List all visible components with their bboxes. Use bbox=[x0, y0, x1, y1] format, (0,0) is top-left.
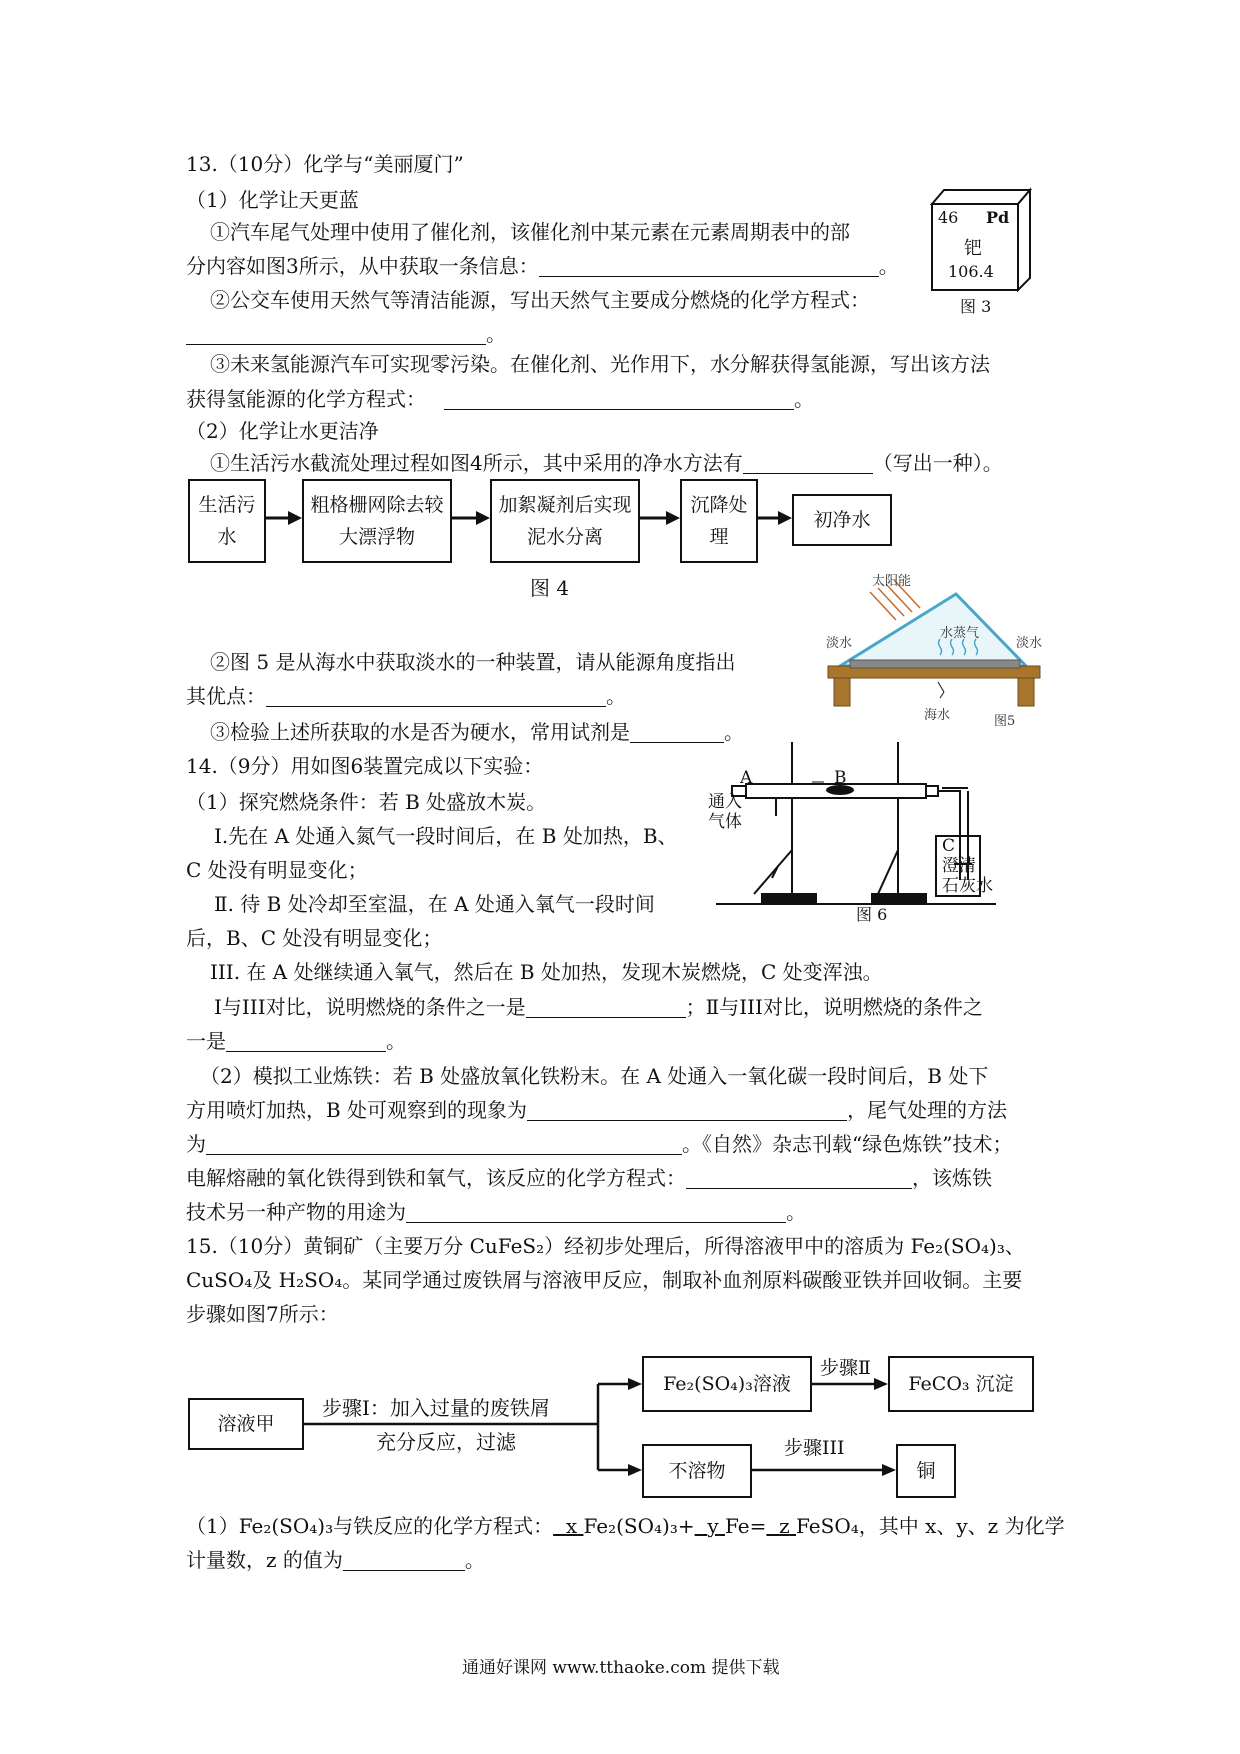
q14-compare-line1: Ⅰ与III对比，说明燃烧的条件之一是 ；Ⅱ与III对比，说明燃烧的条件之 bbox=[214, 995, 983, 1019]
figure-5 bbox=[820, 570, 1050, 730]
flow-arrows-7 bbox=[0, 1340, 1240, 1520]
step2-label: 步骤Ⅱ bbox=[820, 1357, 871, 1379]
answer-blank[interactable] bbox=[527, 1098, 847, 1121]
q15-sub1-line2: 计量数，z 的值为 。 bbox=[186, 1548, 485, 1572]
answer-blank[interactable] bbox=[206, 1132, 682, 1155]
element-name: 钯 bbox=[964, 238, 982, 259]
flow-box-feco3-precipitate: FeCO₃ 沉淀 bbox=[888, 1356, 1034, 1412]
q13-part1-heading: （1）化学让天更蓝 bbox=[186, 188, 359, 212]
answer-blank[interactable] bbox=[343, 1548, 465, 1571]
flow-box-primary-water: 初净水 bbox=[792, 494, 892, 546]
q14-step2-line1: Ⅱ. 待 B 处冷却至室温，在 A 处通入氧气一段时间 bbox=[214, 892, 655, 916]
q15-line1: 15.（10分）黄铜矿（主要万分 CuFeS₂）经初步处理后，所得溶液甲中的溶质为 Fe₂(SO₄)₃、 bbox=[186, 1234, 1025, 1258]
q13-3-line1: ③未来氢能源汽车可实现零污染。在催化剂、光作用下，水分解获得氢能源，写出该方法 bbox=[210, 352, 990, 376]
figure-3-caption: 图 3 bbox=[960, 297, 992, 316]
q14-part2-line3: 为 。《自然》杂志刊载“绿色炼铁”技术； bbox=[186, 1132, 1013, 1156]
q13-part2-heading: （2）化学让水更洁净 bbox=[186, 419, 379, 443]
flow-box-copper: 铜 bbox=[896, 1444, 956, 1498]
q13-5-line2: 其优点： 。 bbox=[186, 684, 626, 708]
answer-blank[interactable] bbox=[526, 995, 686, 1018]
answer-blank[interactable] bbox=[743, 451, 873, 474]
q15-line3: 步骤如图7所示： bbox=[186, 1302, 339, 1326]
answer-blank[interactable] bbox=[539, 254, 879, 277]
q14-part2-line2: 方用喷灯加热，B 处可观察到的现象为 ，尾气处理的方法 bbox=[186, 1098, 1008, 1122]
answer-blank[interactable] bbox=[444, 387, 794, 410]
atomic-number: 46 bbox=[938, 208, 959, 227]
step3-label: 步骤III bbox=[784, 1437, 845, 1459]
answer-blank[interactable] bbox=[266, 684, 606, 707]
label-water-vapor: 水蒸气 bbox=[940, 626, 980, 641]
label-solar-energy: 太阳能 bbox=[872, 574, 912, 589]
q13-6-line: ③检验上述所获取的水是否为硬水，常用试剂是 。 bbox=[210, 720, 744, 744]
q15-sub1-line1: （1）Fe₂(SO₄)₃与铁反应的化学方程式： x Fe₂(SO₄)₃+ y Fe= z FeSO₄，其中 x、y、z 为化学 bbox=[186, 1514, 1065, 1538]
q13-5-line1: ②图 5 是从海水中获取淡水的一种装置，请从能源角度指出 bbox=[210, 650, 736, 674]
figure-5-caption: 图5 bbox=[994, 714, 1016, 729]
q13-3-line2: 获得氢能源的化学方程式： 。 bbox=[186, 387, 814, 411]
flow-box-sewage: 生活污水 bbox=[188, 479, 266, 563]
label-b: B bbox=[834, 768, 847, 788]
q13-2-line2: 。 bbox=[186, 320, 506, 348]
q13-1-text: 分内容如图3所示，从中获取一条信息： bbox=[186, 254, 539, 278]
q13-1-line2: 分内容如图3所示，从中获取一条信息： 。 bbox=[186, 254, 899, 278]
coefficient-z: z bbox=[779, 1514, 790, 1538]
flow-box-solution-jia: 溶液甲 bbox=[188, 1398, 304, 1450]
q13-1-line1: ①汽车尾气处理中使用了催化剂，该催化剂中某元素在元素周期表中的部 bbox=[210, 220, 850, 244]
q14-title: 14.（9分）用如图6装置完成以下实验： bbox=[186, 754, 544, 778]
step1-label: 步骤Ⅰ：加入过量的废铁屑 bbox=[322, 1396, 550, 1420]
element-symbol: Pd bbox=[986, 208, 1010, 227]
q14-part2-line4: 电解熔融的氧化铁得到铁和氧气，该反应的化学方程式： ，该炼铁 bbox=[186, 1166, 992, 1190]
q15-line2: CuSO₄及 H₂SO₄。某同学通过废铁屑与溶液甲反应，制取补血剂原料碳酸亚铁并回收铜。主要 bbox=[186, 1268, 1023, 1292]
footer-source: 通通好课网 www.tthaoke.com 提供下载 bbox=[462, 1658, 780, 1678]
figure-6-caption: 图 6 bbox=[856, 905, 888, 924]
answer-blank[interactable] bbox=[186, 322, 486, 345]
flow-box-fe2so43-solution: Fe₂(SO₄)₃溶液 bbox=[642, 1356, 812, 1412]
q14-step1-line2: C 处没有明显变化； bbox=[186, 858, 368, 882]
label-seawater: 海水 bbox=[924, 708, 951, 723]
q14-step3-line: III. 在 A 处继续通入氧气，然后在 B 处加热，发现木炭燃烧，C 处变浑浊。 bbox=[210, 960, 883, 984]
label-fresh-water-right: 淡水 bbox=[1016, 636, 1043, 651]
figure-4-caption: 图 4 bbox=[530, 576, 570, 600]
coefficient-x: x bbox=[565, 1514, 578, 1538]
q14-step2-line2: 后，B、C 处没有明显变化； bbox=[186, 926, 443, 950]
q13-2-line1: ②公交车使用天然气等清洁能源，写出天然气主要成分燃烧的化学方程式： bbox=[210, 288, 870, 312]
label-gas-inlet: 通入 气体 bbox=[708, 792, 742, 832]
label-fresh-water-left: 淡水 bbox=[826, 636, 853, 651]
figure-6 bbox=[706, 740, 1006, 930]
q14-compare-line2: 一是 。 bbox=[186, 1029, 406, 1053]
q14-part2-line5: 技术另一种产物的用途为 。 bbox=[186, 1200, 806, 1224]
q14-step1-line1: Ⅰ.先在 A 处通入氮气一段时间后，在 B 处加热，B、 bbox=[214, 824, 678, 848]
flow-arrows bbox=[0, 480, 1240, 560]
coefficient-y: y bbox=[707, 1514, 719, 1538]
figure-3 bbox=[930, 182, 1050, 316]
flow-box-sedimentation: 沉降处理 bbox=[680, 479, 758, 563]
flow-box-insoluble: 不溶物 bbox=[642, 1444, 752, 1498]
atomic-mass: 106.4 bbox=[948, 262, 994, 281]
answer-blank[interactable] bbox=[226, 1029, 386, 1052]
label-limewater: C 澄清 石灰水 bbox=[942, 836, 993, 896]
q14-part1-heading: （1）探究燃烧条件：若 B 处盛放木炭。 bbox=[186, 790, 547, 814]
label-a: A bbox=[740, 768, 753, 788]
answer-blank[interactable] bbox=[686, 1166, 912, 1189]
step1-condition: 充分反应，过滤 bbox=[376, 1430, 516, 1454]
flow-box-screening: 粗格栅网除去较大漂浮物 bbox=[302, 479, 452, 563]
q14-part2-line1: （2）模拟工业炼铁：若 B 处盛放氧化铁粉末。在 A 处通入一氧化碳一段时间后，B 处下 bbox=[200, 1064, 989, 1088]
q13-4-line: ①生活污水截流处理过程如图4所示，其中采用的净水方法有 （写出一种）。 bbox=[210, 451, 1003, 475]
q13-title: 13.（10分）化学与“美丽厦门” bbox=[186, 152, 464, 176]
answer-blank[interactable] bbox=[406, 1200, 786, 1223]
flow-box-flocculation: 加絮凝剂后实现泥水分离 bbox=[490, 479, 640, 563]
